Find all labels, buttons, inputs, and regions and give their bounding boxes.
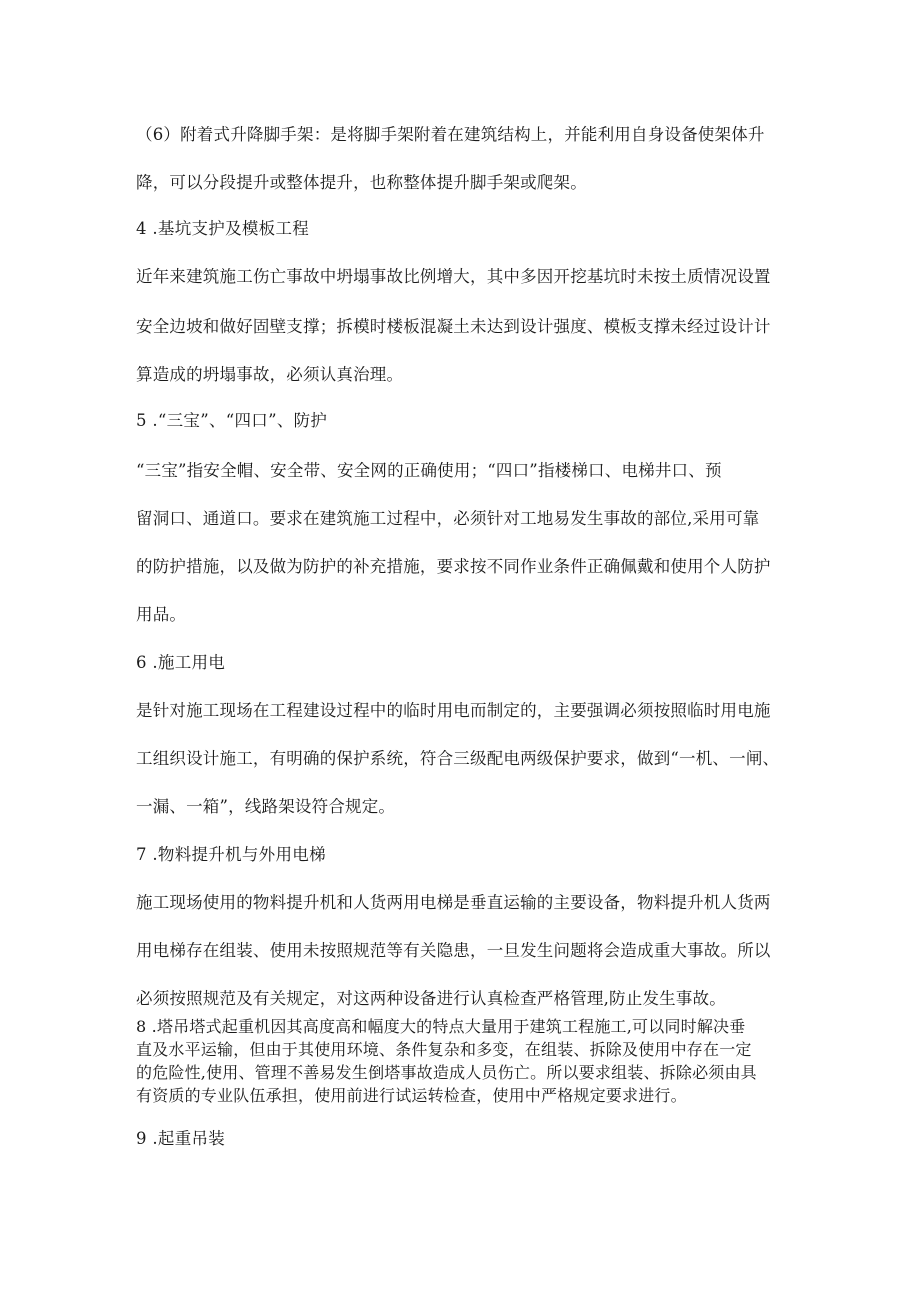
paragraph-line-protection-2: 留洞口、通道口。要求在建筑施工过程中，必须针对工地易发生事故的部位,采用可靠 <box>136 509 760 528</box>
paragraph-line-pit-1: 近年来建筑施工伤亡事故中坍塌事故比例增大，其中多因开挖基坑时未按土质情况设置 <box>136 267 771 286</box>
paragraph-line-scaffold-2: 降，可以分段提升或整体提升，也称整体提升脚手架或爬架。 <box>136 173 587 192</box>
section-heading-6: 6 .施工用电 <box>136 653 226 672</box>
paragraph-line-protection-4: 用品。 <box>136 605 187 624</box>
section-heading-7: 7 .物料提升机与外用电梯 <box>136 845 326 864</box>
paragraph-line-hoist-2: 用电梯存在组装、使用未按照规范等有关隐患，一旦发生问题将会造成重大事故。所以 <box>136 941 771 960</box>
paragraph-line-crane-3: 的危险性,使用、管理不善易发生倒塔事故造成人员伤亡。所以要求组装、拆除必须由具 <box>136 1063 757 1082</box>
paragraph-line-hoist-1: 施工现场使用的物料提升机和人货两用电梯是垂直运输的主要设备，物料提升机人货两 <box>136 893 771 912</box>
paragraph-line-electric-2: 工组织设计施工，有明确的保护系统，符合三级配电两级保护要求，做到“一机、一闸、 <box>136 749 780 768</box>
paragraph-line-hoist-3: 必须按照规范及有关规定，对这两种设备进行认真检查严格管理,防止发生事故。 <box>136 989 726 1008</box>
paragraph-line-protection-3: 的防护措施，以及做为防护的补充措施，要求按不同作业条件正确佩戴和使用个人防护 <box>136 557 771 576</box>
paragraph-line-pit-3: 算造成的坍塌事故，必须认真治理。 <box>136 365 404 384</box>
paragraph-line-crane-1: 8 .塔吊塔式起重机因其高度高和幅度大的特点大量用于建筑工程施工,可以同时解决垂 <box>136 1017 746 1036</box>
paragraph-line-electric-1: 是针对施工现场在工程建设过程中的临时用电而制定的，主要强调必须按照临时用电施 <box>136 701 771 720</box>
paragraph-line-protection-1: “三宝”指安全帽、安全带、安全网的正确使用；“四口”指楼梯口、电梯井口、预 <box>136 461 722 480</box>
section-heading-5: 5 .“三宝”、“四口”、防护 <box>136 411 328 430</box>
paragraph-line-crane-2: 直及水平运输，但由于其使用环境、条件复杂和多变，在组装、拆除及使用中存在一定 <box>136 1040 752 1059</box>
section-heading-4: 4 .基坑支护及模板工程 <box>136 219 310 238</box>
section-heading-9: 9 .起重吊装 <box>136 1129 226 1148</box>
paragraph-line-pit-2: 安全边坡和做好固壁支撑；拆模时楼板混凝土未达到设计强度、模板支撑未经过设计计 <box>136 317 771 336</box>
paragraph-line-scaffold-1: （6）附着式升降脚手架：是将脚手架附着在建筑结构上，并能利用自身设备使架体升 <box>136 125 765 144</box>
paragraph-line-crane-4: 有资质的专业队伍承担，使用前进行试运转检查，使用中严格规定要求进行。 <box>136 1086 687 1105</box>
paragraph-line-electric-3: 一漏、一箱”，线路架设符合规定。 <box>136 797 396 816</box>
